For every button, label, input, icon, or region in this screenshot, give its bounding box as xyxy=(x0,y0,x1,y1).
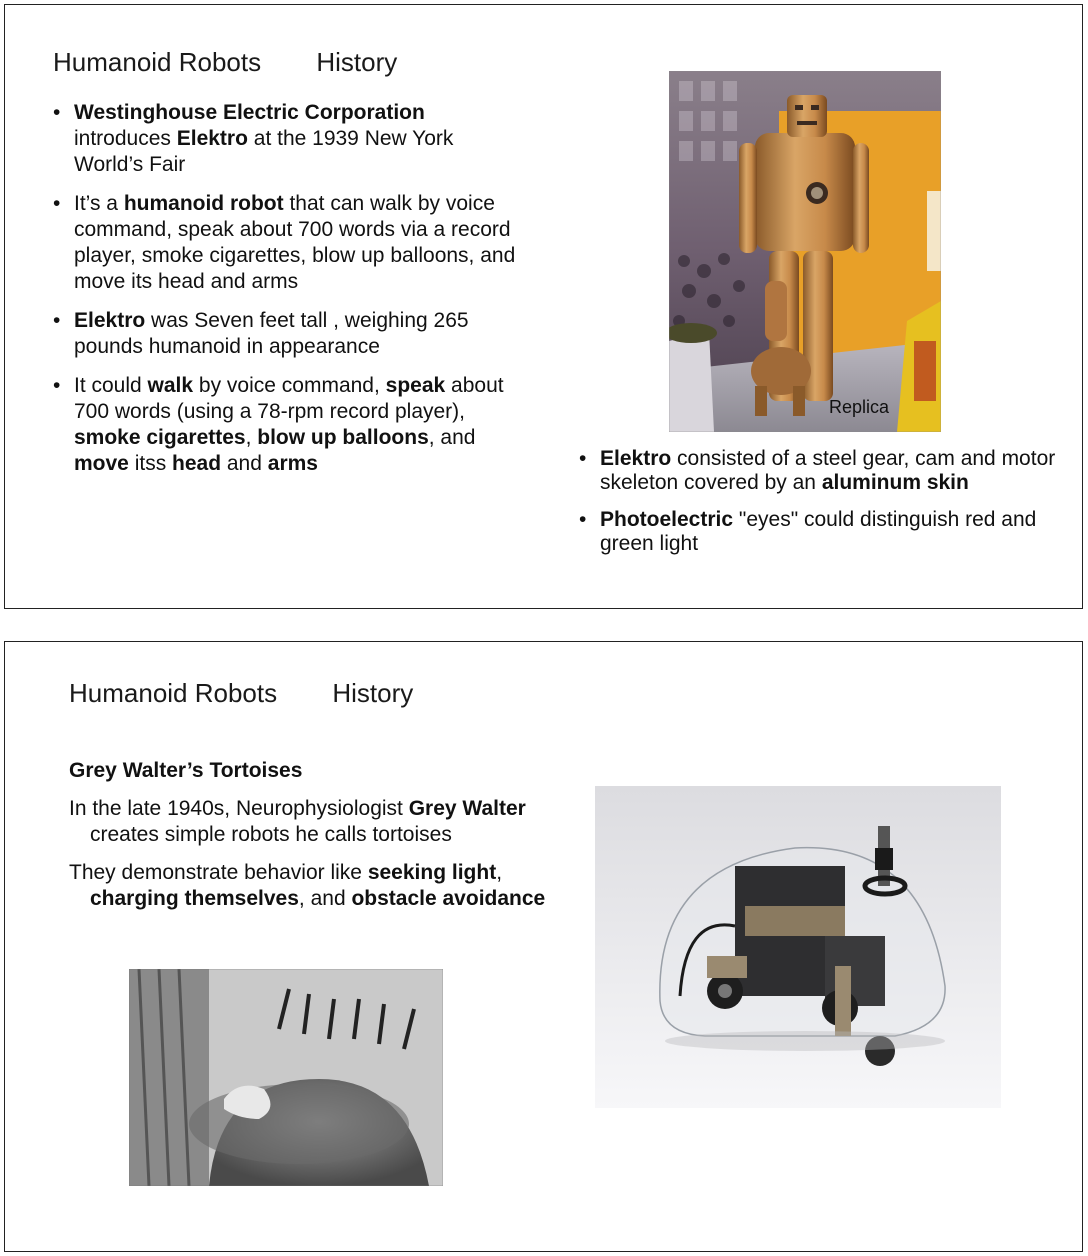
bold-text: speak xyxy=(385,374,446,397)
bold-text: obstacle avoidance xyxy=(351,887,546,910)
paragraph xyxy=(69,860,549,912)
text: introduces xyxy=(74,127,177,150)
bold-text: move xyxy=(74,452,129,475)
text: about 700 words (using a 78-rpm record player), xyxy=(74,374,504,423)
slide-title xyxy=(53,47,397,78)
text: It could xyxy=(74,374,148,397)
bold-text: arms xyxy=(267,452,318,475)
text: creates simple robots he calls tortoises xyxy=(90,823,452,846)
bold-text: head xyxy=(172,452,222,475)
text: and xyxy=(221,452,268,475)
title-sub: History xyxy=(316,47,398,77)
tortoise-robot-image xyxy=(595,786,1001,1108)
tortoise-robot-photo xyxy=(595,786,1001,1108)
text: consisted of a steel gear, cam and motor skeleton covered by an xyxy=(600,447,1056,494)
text: They demonstrate behavior like xyxy=(69,861,368,884)
bold-text: Elektro xyxy=(176,127,248,150)
title-main: Humanoid Robots xyxy=(53,47,262,77)
text: , and xyxy=(428,426,476,449)
text: , and xyxy=(298,887,352,910)
bold-text: Elektro xyxy=(74,309,146,332)
bold-text: seeking light xyxy=(367,861,497,884)
title-main: Humanoid Robots xyxy=(69,678,278,708)
bold-text: Westinghouse Electric Corporation xyxy=(74,101,425,124)
slide-elektro xyxy=(4,4,1083,609)
bullet-list-left xyxy=(53,100,523,490)
paragraph xyxy=(69,796,549,848)
text: "eyes" could distinguish red and green light xyxy=(600,508,1037,555)
bold-text: blow up balloons xyxy=(257,426,429,449)
elektro-robot-image xyxy=(669,71,941,432)
slide-title xyxy=(69,678,413,709)
bullet-item xyxy=(53,100,523,178)
grey-walter-film-still xyxy=(129,969,443,1186)
film-still-image xyxy=(129,969,443,1186)
bold-text: charging themselves xyxy=(90,887,299,910)
bullet-item xyxy=(579,508,1069,556)
elektro-photo xyxy=(669,71,941,432)
photo-caption: Replica xyxy=(829,397,890,417)
bold-text: Elektro xyxy=(600,447,672,470)
text: by voice command, xyxy=(193,374,386,397)
bullet-list-right xyxy=(579,447,1069,569)
bold-text: Grey Walter xyxy=(408,797,526,820)
slide-tortoises xyxy=(4,641,1083,1252)
bullet-item xyxy=(53,308,523,360)
text: , xyxy=(496,861,503,884)
text: In the late 1940s, Neurophysiologist xyxy=(69,797,409,820)
bullet-item xyxy=(579,447,1069,495)
paragraphs xyxy=(69,796,549,912)
bold-text: smoke cigarettes xyxy=(74,426,246,449)
bold-text: walk xyxy=(147,374,194,397)
text: at the 1939 New York World’s Fair xyxy=(74,127,454,176)
text: itss xyxy=(128,452,173,475)
text: It’s a xyxy=(74,192,124,215)
text: , xyxy=(245,426,258,449)
text: that can walk by voice command, speak about 700 words via a record player, smoke cigarettes, blow up balloons, and move its head and arms xyxy=(74,192,516,293)
text: was Seven feet tall , weighing 265 pounds humanoid in appearance xyxy=(74,309,469,358)
bold-text: Photoelectric xyxy=(600,508,734,531)
bullet-item xyxy=(53,373,523,477)
title-sub: History xyxy=(332,678,414,708)
bold-text: humanoid robot xyxy=(123,192,284,215)
bullet-item xyxy=(53,191,523,295)
bold-text: aluminum skin xyxy=(821,471,969,494)
text-block xyxy=(69,758,549,924)
section-heading: Grey Walter’s Tortoises xyxy=(69,759,303,782)
